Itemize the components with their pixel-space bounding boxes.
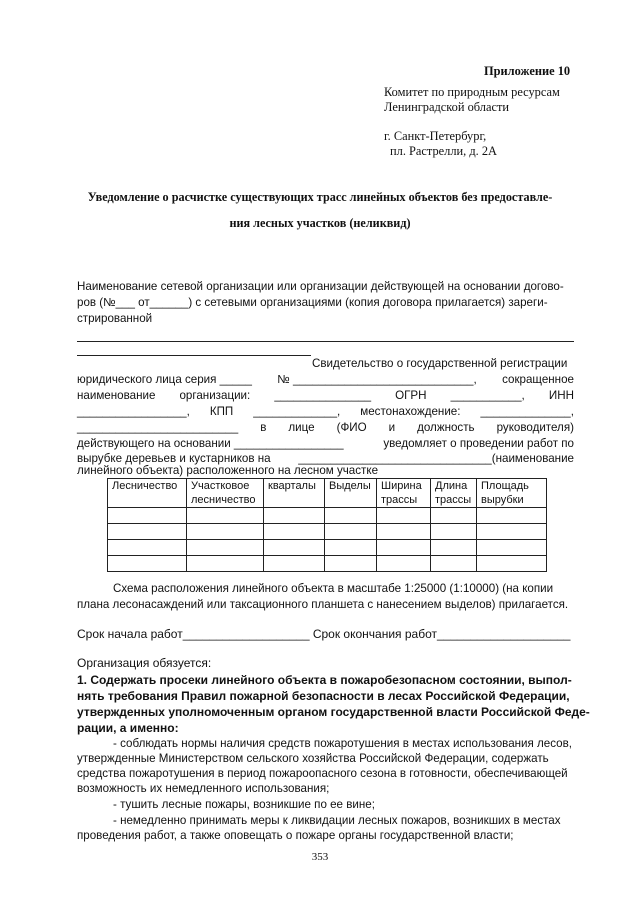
- addressee-line: г. Санкт-Петербург,: [384, 129, 487, 143]
- table-cell: [264, 508, 325, 524]
- form-text: _________________,: [77, 405, 190, 418]
- form-row: [77, 404, 574, 420]
- table-header-cell: Выделы: [325, 479, 377, 508]
- table-cell: [108, 508, 187, 524]
- table-row: [108, 508, 547, 524]
- table-cell: [108, 556, 187, 572]
- table-cell: [431, 524, 477, 540]
- appendix-label: Приложение 10: [484, 64, 571, 78]
- table-cell: [108, 540, 187, 556]
- bullet-line: - соблюдать нормы наличия средств пожаротушения в местах использования лесов,: [113, 737, 572, 750]
- table-header-cell: Длина трассы: [431, 479, 477, 508]
- obligation-1-line: рации, а именно:: [77, 721, 179, 735]
- table-cell: [477, 556, 547, 572]
- table-cell: [477, 524, 547, 540]
- table-cell: [325, 524, 377, 540]
- addressee-line: Ленинградской области: [384, 100, 510, 114]
- table-cell: [264, 524, 325, 540]
- form-text: ИНН: [548, 389, 574, 402]
- table-cell: [108, 524, 187, 540]
- form-text: наименование: [77, 389, 156, 402]
- form-row: [77, 420, 574, 436]
- form-text: и: [388, 421, 396, 434]
- form-text: ______________________________(наименование: [298, 452, 574, 465]
- table-cell: [264, 556, 325, 572]
- table-cell: [264, 540, 325, 556]
- table-cell: [431, 556, 477, 572]
- table-header-cell: кварталы: [264, 479, 325, 508]
- scheme-text-line: плана лесонасаждений или таксационного планшета с нанесением выделов) прилагается.: [77, 598, 569, 611]
- obligation-1-line: утвержденных уполномоченным органом государственной власти Российской Феде-: [77, 705, 590, 719]
- page-number: 353: [311, 851, 329, 863]
- blank-line: [77, 355, 311, 356]
- form-row: линейного объекта) расположенного на лесном участке: [77, 464, 379, 477]
- table-cell: [187, 524, 264, 540]
- bullet-line: - тушить лесные пожары, возникшие по ее вине;: [113, 798, 375, 811]
- table-cell: [325, 508, 377, 524]
- form-text: _______________: [274, 389, 372, 402]
- form-text: юридического лица серия _____: [77, 373, 252, 386]
- bullet-line: средства пожаротушения в период пожароопасного сезона в готовности, обеспечивающей: [77, 767, 568, 780]
- table-header-cell: Ширина трассы: [377, 479, 431, 508]
- form-row: [77, 388, 574, 404]
- table-row: [108, 556, 547, 572]
- table-cell: [431, 508, 477, 524]
- form-text: должность: [417, 421, 475, 434]
- forest-plot-table: [107, 478, 547, 572]
- table-cell: [431, 540, 477, 556]
- table-cell: [377, 556, 431, 572]
- table-row: [108, 524, 547, 540]
- table-header-row: [108, 479, 547, 508]
- form-text: организации:: [179, 389, 251, 402]
- registration-certificate-label: Свидетельство о государственной регистрации: [312, 357, 568, 370]
- table-header-cell: Участковое лесничество: [187, 479, 264, 508]
- table-cell: [377, 540, 431, 556]
- table-cell: [325, 540, 377, 556]
- bullet-line: возможность их немедленного использования;: [77, 782, 330, 795]
- obligation-1-line: нять требования Правил пожарной безопасности в лесах Российской Федерации,: [77, 689, 570, 703]
- work-dates-line: Срок начала работ___________________ Срок окончания работ____________________: [77, 627, 571, 641]
- table-header-cell: Лесничество: [108, 479, 187, 508]
- addressee-line: Комитет по природным ресурсам: [384, 85, 560, 99]
- form-text: _____________,: [253, 405, 341, 418]
- document-title-line-2: ния лесных участков (неликвид): [229, 216, 411, 230]
- table-cell: [377, 524, 431, 540]
- intro-line: стрированной: [77, 312, 153, 325]
- form-text: руководителя): [496, 421, 574, 434]
- intro-line: ров (№___ от______) с сетевыми организациями (копия договора прилагается) зареги-: [77, 296, 548, 309]
- obligations-heading: Организация обязуется:: [77, 656, 212, 670]
- bullet-line: - немедленно принимать меры к ликвидации лесных пожаров, возникших в местах: [113, 814, 561, 827]
- table-row: [108, 540, 547, 556]
- bullet-line: проведения работ, а также оповещать о пожаре органы государственной власти;: [77, 829, 514, 842]
- table-cell: [477, 540, 547, 556]
- addressee-line: пл. Растрелли, д. 2А: [390, 144, 497, 158]
- table-cell: [325, 556, 377, 572]
- form-text: ______________,: [480, 405, 574, 418]
- form-text: (ФИО: [336, 421, 367, 434]
- table-header-cell: Площадь вырубки: [477, 479, 547, 508]
- form-text: КПП: [209, 405, 234, 418]
- table-cell: [187, 540, 264, 556]
- blank-line: [77, 341, 574, 342]
- form-text: местонахождение:: [360, 405, 461, 418]
- form-text: действующего на основании _________________: [77, 437, 344, 450]
- form-text: № ____________________________,: [277, 373, 477, 386]
- form-text: сокращенное: [502, 373, 574, 386]
- scheme-text-line: Схема расположения линейного объекта в масштабе 1:25000 (1:10000) (на копии: [113, 582, 554, 595]
- form-text: лице: [288, 421, 315, 434]
- form-text: уведомляет о проведении работ по: [383, 437, 574, 450]
- form-text: ОГРН: [395, 389, 427, 402]
- table-cell: [187, 556, 264, 572]
- bullet-line: утвержденные Министерством сельского хозяйства Российской Федерации, содержать: [77, 752, 549, 765]
- intro-line: Наименование сетевой организации или организации действующей на основании догово-: [77, 280, 564, 293]
- form-text: вырубке деревьев и кустарников на: [77, 452, 271, 465]
- table-cell: [187, 508, 264, 524]
- form-text: в: [260, 421, 267, 434]
- form-row: [77, 436, 574, 452]
- table-cell: [477, 508, 547, 524]
- obligation-1-line: 1. Содержать просеки линейного объекта в пожаробезопасном состоянии, выпол-: [77, 673, 572, 687]
- table-cell: [377, 508, 431, 524]
- form-row: [77, 372, 574, 388]
- form-text: _________________________: [77, 421, 239, 434]
- document-title-line-1: Уведомление о расчистке существующих трасс линейных объектов без предоставле-: [87, 190, 553, 204]
- form-text: ___________,: [450, 389, 525, 402]
